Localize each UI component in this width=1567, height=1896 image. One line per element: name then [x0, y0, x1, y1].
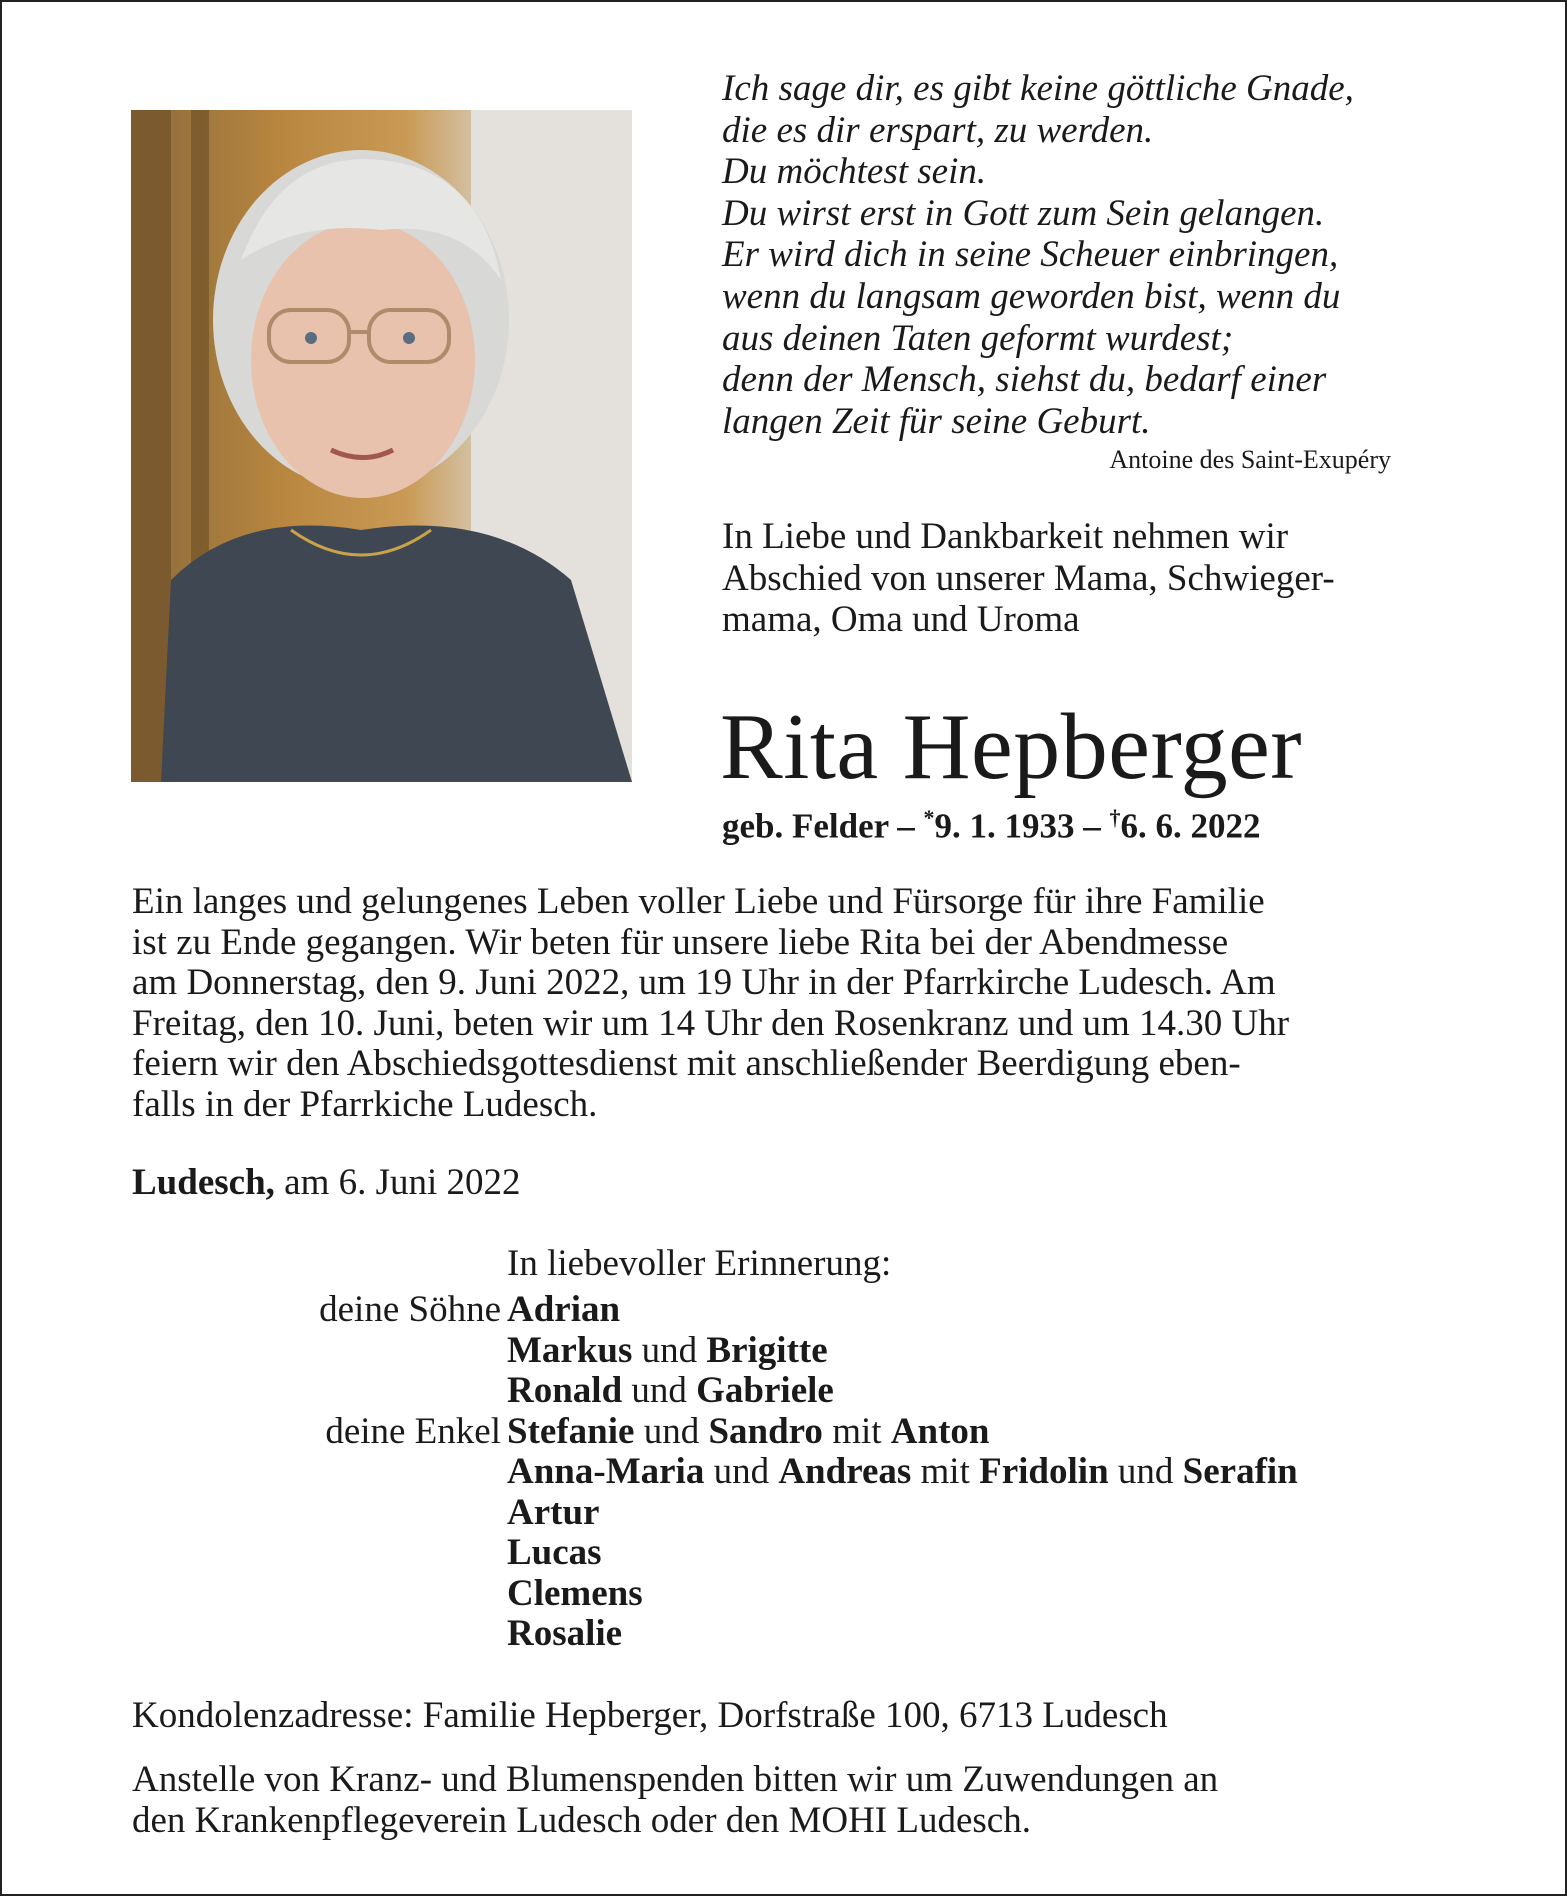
body-line: am Donnerstag, den 9. Juni 2022, um 19 Uhr in der Pfarrkirche Ludesch. Am: [132, 962, 1276, 1003]
memory-heading: In liebevoller Erinnerung:: [507, 1243, 892, 1284]
family-row: Anna-Maria und Andreas mit Fridolin und Serafin: [507, 1451, 1298, 1492]
death-date: 6. 6. 2022: [1120, 806, 1261, 846]
place-date: [132, 1161, 521, 1204]
intro-line: In Liebe und Dankbarkeit nehmen wir: [722, 516, 1289, 557]
body-line: Ein langes und gelungenes Leben voller Liebe und Fürsorge für ihre Familie: [132, 881, 1265, 922]
son-name: Adrian: [507, 1289, 621, 1330]
family-row: [2, 1572, 1567, 1613]
great-grandchild-name: Fridolin: [979, 1451, 1109, 1492]
quote-line: die es dir erspart, zu werden.: [722, 109, 1154, 151]
deceased-name: Rita Hepberger: [720, 695, 1303, 799]
family-row: deine Enkel Stefanie und Sandro mit Anton: [325, 1410, 990, 1452]
body-line: falls in der Pfarrkiche Ludesch.: [132, 1083, 598, 1125]
quote-line: denn der Mensch, siehst du, bedarf einer: [722, 359, 1327, 401]
death-symbol: †: [1109, 805, 1121, 830]
quote-line: wenn du langsam geworden bist, wenn du: [722, 275, 1341, 317]
family-row: Markus und Brigitte: [507, 1329, 828, 1371]
grandchild-name: Rosalie: [507, 1613, 623, 1654]
quote-line: Du möchtest sein.: [722, 151, 987, 193]
son-name: Ronald: [507, 1370, 623, 1411]
maiden-name: geb. Felder: [722, 806, 889, 846]
family-row: [2, 1612, 1567, 1653]
grandchild-name: Artur: [507, 1491, 600, 1533]
dash: –: [1074, 806, 1110, 846]
son-name: Markus: [507, 1329, 633, 1371]
partner-name: Gabriele: [696, 1370, 834, 1411]
sons-label: deine Söhne: [319, 1289, 501, 1330]
place-date-text: am 6. Juni 2022: [274, 1162, 521, 1203]
grandchild-name: Clemens: [507, 1572, 643, 1614]
family-row: [2, 1531, 1567, 1572]
quote-author: Antoine des Saint-Exupéry: [1109, 445, 1391, 474]
birth-date: 9. 1. 1933: [934, 806, 1075, 846]
quote-block: [722, 68, 1442, 442]
service-announcement: [132, 882, 1442, 1125]
partner-name: Brigitte: [706, 1329, 828, 1371]
donation-line: den Krankenpflegeverein Ludesch oder den MOHI Ludesch.: [132, 1799, 1031, 1841]
great-grandchild-name: Anton: [890, 1410, 990, 1452]
life-dates: [722, 805, 1261, 847]
grandchild-name: Anna-Maria: [507, 1451, 705, 1492]
great-grandchild-name: Serafin: [1182, 1451, 1298, 1492]
quote-line: Du wirst erst in Gott zum Sein gelangen.: [722, 192, 1325, 234]
family-list: [2, 1288, 1567, 1653]
family-row: [2, 1288, 1567, 1329]
place-town: Ludesch,: [132, 1162, 275, 1203]
body-line: feiern wir den Abschiedsgottesdienst mit anschließender Beerdigung eben-: [132, 1043, 1241, 1084]
quote-line: aus deinen Taten geformt wurdest;: [722, 317, 1234, 359]
intro-line: mama, Oma und Uroma: [722, 599, 1080, 640]
farewell-intro: [722, 516, 1442, 641]
grandchild-name: Stefanie: [507, 1410, 635, 1452]
portrait-illustration: [131, 110, 632, 782]
partner-name: Sandro: [708, 1410, 823, 1452]
family-row: [2, 1491, 1567, 1532]
body-line: Freitag, den 10. Juni, beten wir um 14 Uhr den Rosenkranz und um 14.30 Uhr: [132, 1002, 1290, 1044]
grandchildren-label: deine Enkel: [325, 1410, 501, 1452]
birth-symbol: *: [923, 805, 935, 830]
body-line: ist zu Ende gegangen. Wir beten für unsere liebe Rita bei der Abendmesse: [132, 921, 1229, 963]
intro-line: Abschied von unserer Mama, Schwieger-: [722, 557, 1335, 599]
quote-line: langen Zeit für seine Geburt.: [722, 400, 1151, 442]
quote-line: Er wird dich in seine Scheuer einbringen,: [722, 234, 1339, 276]
family-row: Ronald und Gabriele: [507, 1370, 834, 1411]
grandchild-name: Lucas: [507, 1532, 602, 1573]
donation-line: Anstelle von Kranz- und Blumenspenden bitten wir um Zuwendungen an: [132, 1759, 1219, 1800]
quote-line: Ich sage dir, es gibt keine göttliche Gnade,: [722, 68, 1354, 109]
partner-name: Andreas: [778, 1451, 912, 1492]
donation-note: [132, 1760, 1442, 1841]
condolence-address: Kondolenzadresse: Familie Hepberger, Dorfstraße 100, 6713 Ludesch: [132, 1695, 1168, 1736]
dash: –: [888, 806, 924, 846]
portrait-photo: [131, 110, 632, 782]
